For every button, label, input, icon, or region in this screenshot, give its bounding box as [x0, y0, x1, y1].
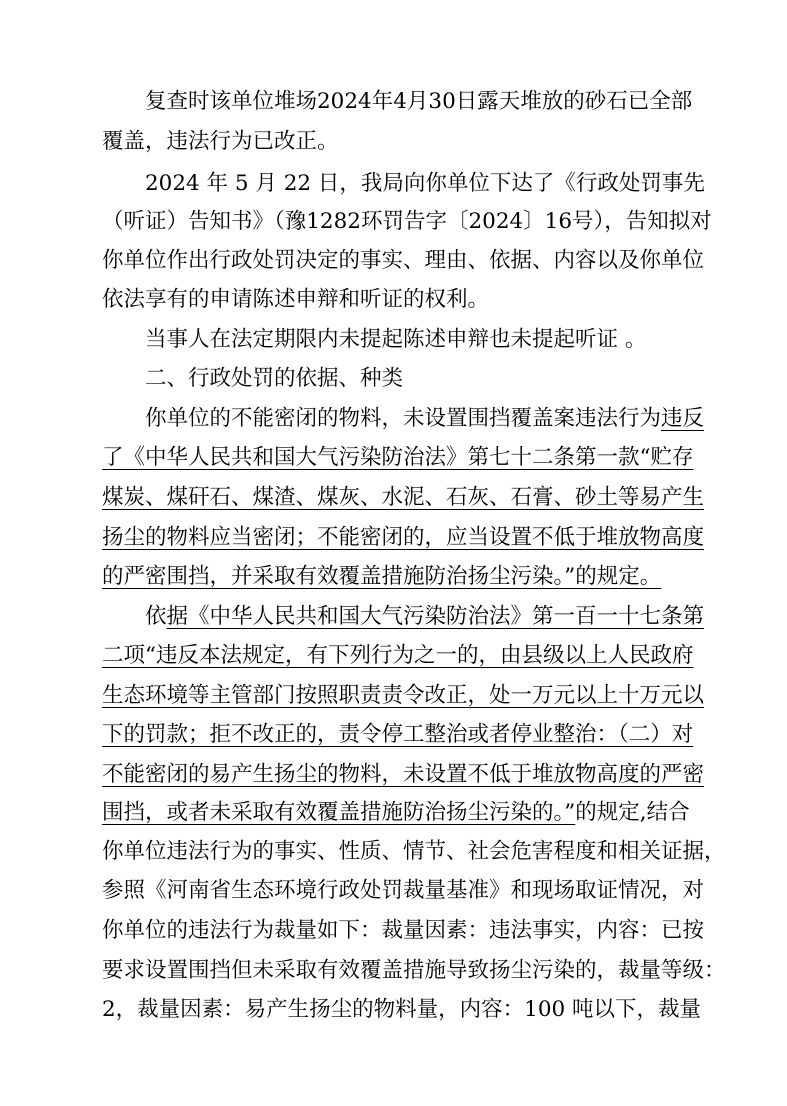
text-line: 要求设置围挡但未采取有效覆盖措施导致扬尘污染的，裁量等级：	[102, 958, 726, 983]
text-line: 你单位的不能密闭的物料，未设置围挡覆盖案违法行为违反	[145, 406, 705, 431]
text-line: 依据《中华人民共和国大气污染防治法》第一百一十七条第	[145, 604, 705, 629]
text-line: 复查时该单位堆场2024年4月30日露天堆放的砂石已全部	[145, 89, 693, 114]
quoted-text-line: 了《中华人民共和国大气污染防治法》第七十二条第一款“贮存	[102, 445, 694, 470]
text-line: 2024 年 5 月 22 日，我局向你单位下达了《行政处罚事先	[145, 171, 705, 196]
text-line: 你单位作出行政处罚决定的事实、理由、依据、内容以及你单位	[102, 248, 705, 273]
text-line: 覆盖，违法行为已改正。	[102, 129, 339, 154]
text-line: 2，裁量因素：易产生扬尘的物料量，内容：100 吨以下，裁量	[102, 997, 702, 1022]
text-line: 当事人在法定期限内未提起陈述申辩也未提起听证 。	[145, 327, 647, 352]
text-line: 参照《河南省生态环境行政处罚裁量基准》和现场取证情况，对	[102, 878, 705, 903]
quoted-text-line: 的严密围挡，并采取有效覆盖措施防治扬尘污染。”的规定。	[102, 564, 662, 589]
section-heading: 二、行政处罚的依据、种类	[145, 366, 404, 391]
quoted-text-line: 下的罚款；拒不改正的，责令停工整治或者停业整治：（二）对	[102, 722, 694, 747]
text-line: （听证）告知书》（豫1282环罚告字〔2024〕16号），告知拟对	[102, 209, 712, 234]
quoted-text-line: 不能密闭的易产生扬尘的物料，未设置不低于堆放物高度的严密	[102, 762, 705, 787]
text-line: 你单位的违法行为裁量如下：裁量因素：违法事实，内容：已按	[102, 918, 705, 943]
quoted-text-line: 生态环境等主管部门按照职责责令改正，处一万元以上十万元以	[102, 683, 705, 708]
text-line: 依法享有的申请陈述申辩和听证的权利。	[102, 287, 490, 312]
quoted-text-line: 煤炭、煤矸石、煤渣、煤灰、水泥、石灰、石膏、砂土等易产生	[102, 485, 705, 510]
quoted-text-line: 围挡，或者未采取有效覆盖措施防治扬尘污染的。”的规定,结合	[102, 800, 690, 825]
quoted-text-line: 扬尘的物料应当密闭；不能密闭的，应当设置不低于堆放物高度	[102, 525, 705, 550]
text-line: 你单位违法行为的事实、性质、情节、社会危害程度和相关证据，	[102, 839, 726, 864]
quoted-text-line: 二项“违反本法规定，有下列行为之一的，由县级以上人民政府	[102, 643, 694, 668]
